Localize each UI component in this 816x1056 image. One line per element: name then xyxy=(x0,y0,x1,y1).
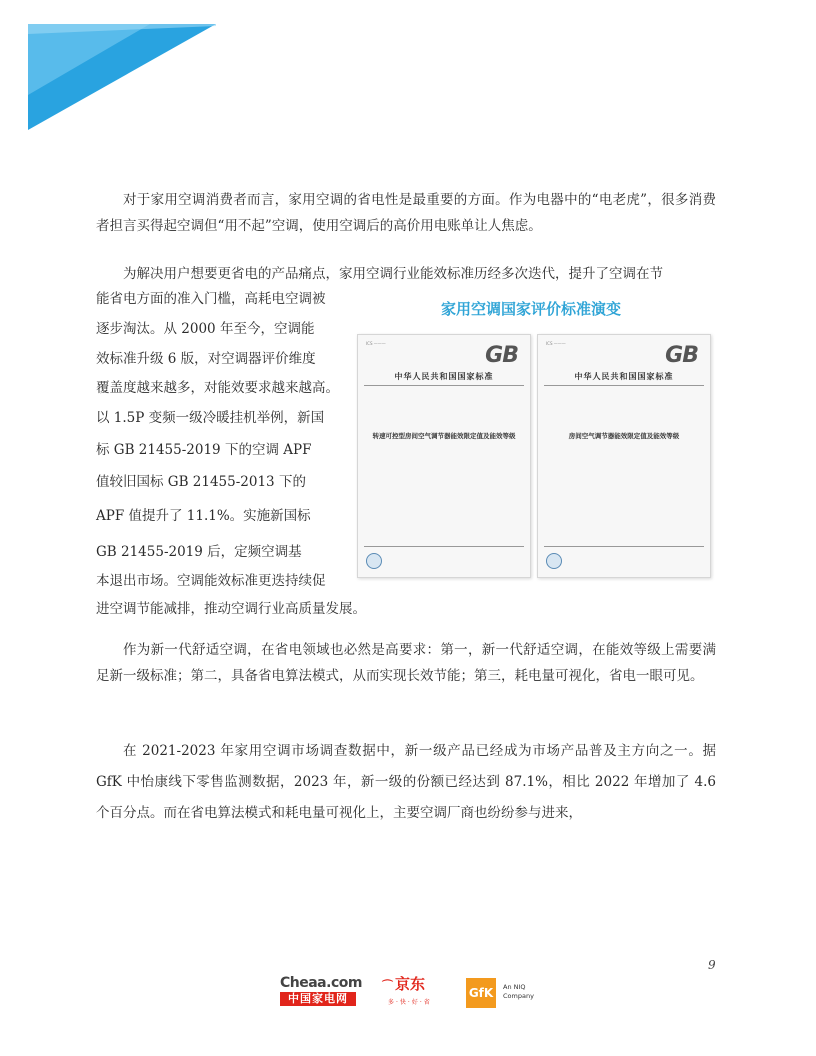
jd-dog-icon: ⌒ xyxy=(382,979,393,992)
doc-standard-name: 中华人民共和国国家标准 xyxy=(394,371,494,381)
gfk-logo-box: GfK xyxy=(466,978,496,1008)
paragraph-2-line: 标 GB 21455-2019 下的空调 APF xyxy=(96,442,312,458)
paragraph-2-line: APF 值提升了 11.1%。实施新国标 xyxy=(96,508,311,524)
doc-ics: ICS ——— xyxy=(366,341,386,346)
jd-slogan: 多·快·好·省 xyxy=(388,999,432,1006)
standard-document-left xyxy=(357,334,531,578)
paragraph-2-line: 值较旧国标 GB 21455-2013 下的 xyxy=(96,474,306,490)
cheaa-logo xyxy=(280,975,362,1010)
cheaa-logo-bottom: 中国家电网 xyxy=(280,992,356,1006)
gb-logo: GB xyxy=(665,343,698,368)
paragraph-4: 在 2021-2023 年家用空调市场调查数据中，新一级产品已经成为市场产品普及主方向之一。据 GfK 中怡康线下零售监测数据，2023 年，新一级的份额已经达到 87.1%，相比 2022 年增加了 4.6 个百分点。而在省电算法模式和耗电量可视化上，主要空调厂商也纷纷参与进来， xyxy=(96,743,716,821)
cheaa-logo-top: Cheaa.com xyxy=(280,975,362,991)
paragraph-2-line: 能省电方面的准入门槛，高耗电空调被 xyxy=(96,291,326,307)
paragraph-1: 对于家用空调消费者而言，家用空调的省电性是最重要的方面。作为电器中的“电老虎”，很多消费者担言买得起空调但“用不起”空调，使用空调后的高价用电账单让人焦虑。 xyxy=(96,192,716,234)
paragraph-2-first-line: 为解决用户想要更省电的产品痛点，家用空调行业能效标准历经多次迭代，提升了空调在节 xyxy=(123,266,663,282)
doc-bottom-rule xyxy=(544,546,704,547)
paragraph-2-line: 以 1.5P 变频一级冷暖挂机举例，新国 xyxy=(96,410,325,426)
seal-icon xyxy=(546,553,562,569)
gfk-tagline-2: Company xyxy=(503,992,534,1000)
gfk-tagline-1: An NIQ xyxy=(503,983,526,991)
gfk-logo xyxy=(466,976,546,1010)
jd-name: 京东 xyxy=(395,975,426,993)
jd-logo xyxy=(382,976,446,1010)
doc-ics: ICS ——— xyxy=(546,341,566,346)
standards-figure xyxy=(347,292,715,590)
paragraph-2-line: 本退出市场。空调能效标准更迭持续促 xyxy=(96,573,326,589)
doc-title: 转速可控型房间空气调节器能效限定值及能效等级 xyxy=(372,432,516,440)
corner-decoration xyxy=(0,0,240,140)
doc-title: 房间空气调节器能效限定值及能效等级 xyxy=(568,432,680,440)
gb-logo: GB xyxy=(485,343,518,368)
paragraph-2-line: 效标准升级 6 版，对空调器评价维度 xyxy=(96,351,316,367)
doc-bottom-rule xyxy=(364,546,524,547)
doc-standard-name: 中华人民共和国国家标准 xyxy=(574,371,674,381)
doc-rule xyxy=(364,385,524,386)
paragraph-2-line: 进空调节能减排，推动空调行业高质量发展。 xyxy=(96,601,366,617)
figure-title: 家用空调国家评价标准演变 xyxy=(440,300,621,318)
doc-rule xyxy=(544,385,704,386)
seal-icon xyxy=(366,553,382,569)
paragraph-2-line: 逐步淘汰。从 2000 年至今，空调能 xyxy=(96,321,315,337)
page-number: 9 xyxy=(708,958,716,972)
paragraph-2-line: GB 21455-2019 后，定频空调基 xyxy=(96,544,302,560)
paragraph-3: 作为新一代舒适空调，在省电领域也必然是高要求：第一，新一代舒适空调，在能效等级上需要满足新一级标准；第二，具备省电算法模式，从而实现长效节能；第三，耗电量可视化，省电一眼可见。 xyxy=(96,642,716,684)
standard-document-right xyxy=(537,334,711,578)
paragraph-2-line: 覆盖度越来越多，对能效要求越来越高。 xyxy=(96,380,339,396)
